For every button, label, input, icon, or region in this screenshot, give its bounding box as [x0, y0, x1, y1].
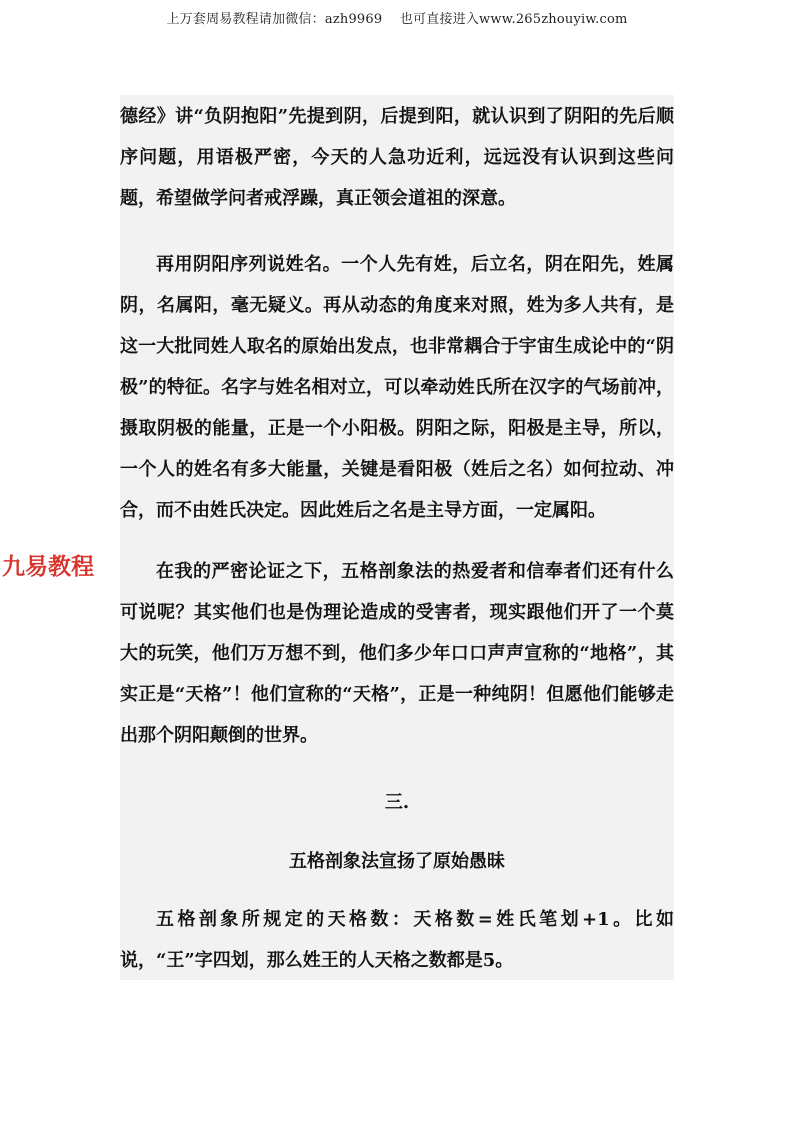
paragraph-3: 在我的严密论证之下，五格剖象法的热爱者和信奉者们还有什么可说呢？其实他们也是伪理论造成的受害者，现实跟他们开了一个莫大的玩笑，他们万万想不到，他们多少年口口声声宣称的“地格”，其实正是“天格”！他们宣称的“天格”，正是一种纯阴！但愿他们能够走出那个阴阳颠倒的世界。 — [120, 561, 674, 746]
paragraph-2: 再用阴阳序列说姓名。一个人先有姓，后立名，阴在阳先，姓属阴，名属阳，毫无疑义。再从动态的角度来对照，姓为多人共有，是这一大批同姓人取名的原始出发点，也非常耦合于宇宙生成论中的“阴极”的特征。名字与姓名相对立，可以牵动姓氏所在汉字的气场前冲，摄取阴极的能量，正是一个小阳极。阴阳之际，阳极是主导，所以，一个人的姓名有多大能量，关键是看阳极（姓后之名）如何拉动、冲合，而不由姓氏决定。因此姓后之名是主导方面，一定属阳。 — [120, 254, 674, 521]
header-banner: 上万套周易教程请加微信：azh9969 也可直接进入www.265zhouyiw.com — [166, 12, 628, 27]
paragraph-1: 德经》讲“负阴抱阳”先提到阴，后提到阳，就认识到了阴阳的先后顺序问题，用语极严密，今天的人急功近利，远远没有认识到这些问题，希望做学问者戒浮躁，真正领会道祖的深意。 — [120, 106, 674, 209]
watermark-logo: 九易教程 — [2, 554, 94, 580]
paragraph-4: 五格剖象所规定的天格数：天格数=姓氏笔划+1。比如说，“王”字四划，那么姓王的人天格之数都是5。 — [120, 909, 674, 971]
section-number: 三. — [384, 792, 410, 813]
section-title: 五格剖象法宣扬了原始愚昧 — [289, 851, 505, 872]
